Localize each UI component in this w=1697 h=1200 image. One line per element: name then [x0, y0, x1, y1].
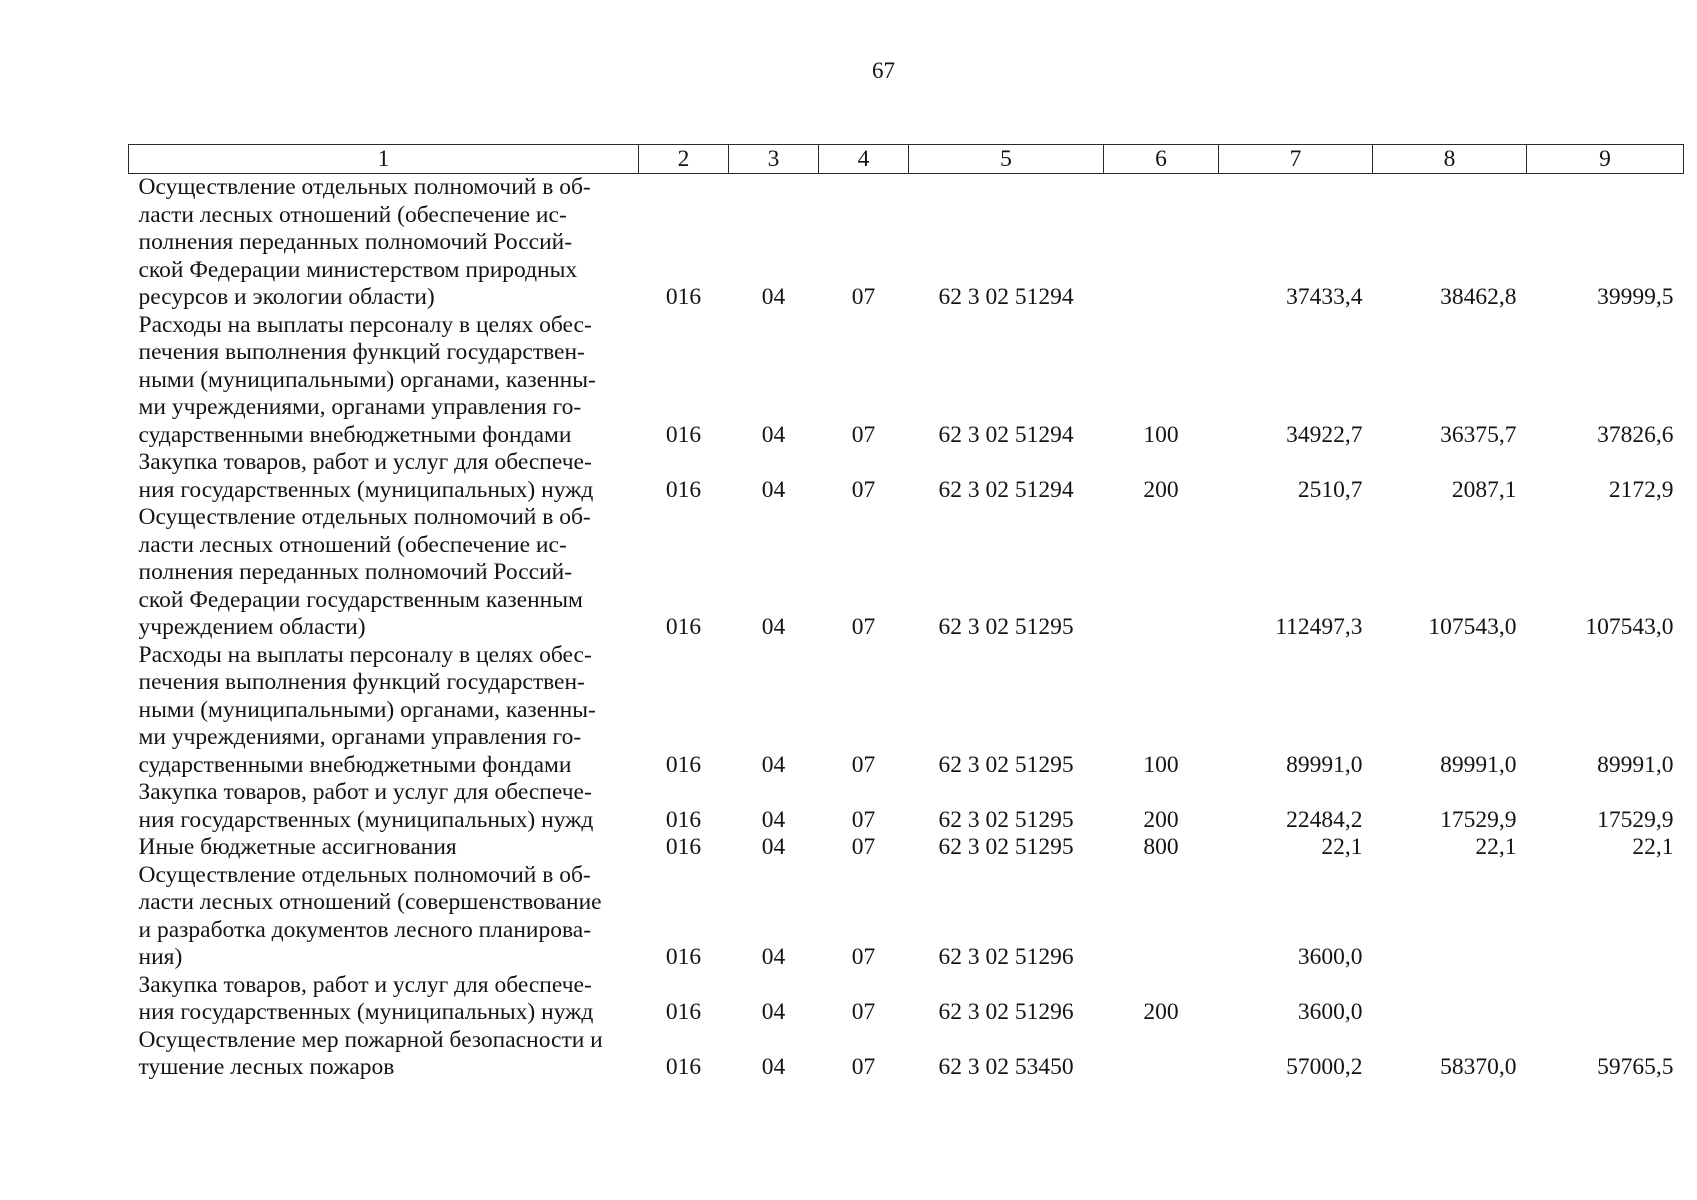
subsection-code: 04 [761, 944, 786, 970]
table-row [129, 862, 1684, 972]
row-description [129, 972, 639, 1027]
section-code: 016 [665, 806, 702, 833]
amount-year-1: 34922,7 [1286, 421, 1363, 448]
amount-year-3: 22,1 [1632, 834, 1674, 860]
section-code: 016 [665, 751, 702, 778]
amount-year-3: 37826,6 [1597, 421, 1674, 448]
target-article-code: 62 3 02 51295 [938, 806, 1074, 833]
table-body [129, 174, 1684, 1082]
header-cell: 1 [129, 145, 639, 174]
table-row [129, 504, 1684, 642]
description-line: тушение лесных пожаров [138, 1054, 395, 1080]
amount-year-3: 59765,5 [1597, 1054, 1674, 1080]
row-description [129, 312, 639, 450]
amount-year-1: 3600,0 [1297, 944, 1363, 970]
description-line: Закупка товаров, работ и услуг для обеспече- [138, 449, 592, 475]
item-code: 07 [851, 476, 876, 503]
header-cell: 6 [1104, 145, 1219, 174]
amount-year-2: 17529,9 [1440, 806, 1517, 833]
description-line: ния) [138, 944, 183, 970]
amount-year-2: 58370,0 [1440, 1054, 1517, 1080]
target-article-code: 62 3 02 51295 [938, 834, 1074, 860]
amount-year-2: 38462,8 [1440, 284, 1517, 310]
description-line: Расходы на выплаты персоналу в целях обес- [138, 311, 592, 338]
amount-year-3: 89991,0 [1597, 751, 1674, 778]
header-cell: 3 [729, 145, 819, 174]
description-line: ской Федерации министерством природных [138, 256, 578, 283]
item-code: 07 [851, 421, 876, 448]
item-code: 07 [851, 999, 876, 1025]
amount-year-3: 17529,9 [1597, 806, 1674, 833]
table-row [129, 449, 1684, 504]
subsection-code: 04 [761, 999, 786, 1025]
section-code: 016 [665, 421, 702, 448]
subsection-code: 04 [761, 834, 786, 860]
description-line: ласти лесных отношений (совершенствование [138, 889, 602, 915]
description-line: полнения переданных полномочий Россий- [138, 229, 573, 255]
amount-year-1: 37433,4 [1286, 284, 1363, 310]
amount-year-3: 39999,5 [1597, 284, 1674, 310]
description-line: полнения переданных полномочий Россий- [138, 559, 573, 585]
item-code: 07 [851, 806, 876, 833]
target-article-code: 62 3 02 51295 [938, 751, 1074, 778]
amount-year-2: 2087,1 [1451, 476, 1517, 503]
description-line: ми учреждениями, органами управления го- [138, 394, 582, 420]
table-row [129, 312, 1684, 450]
section-code: 016 [665, 614, 702, 640]
subsection-code: 04 [761, 1054, 786, 1080]
amount-year-3 [1527, 972, 1684, 1027]
row-description [129, 504, 639, 642]
expense-type-code: 200 [1143, 999, 1179, 1025]
header-cell: 8 [1373, 145, 1527, 174]
target-article-code: 62 3 02 51296 [938, 999, 1074, 1025]
description-line: Осуществление отдельных полномочий в об- [138, 174, 591, 200]
description-line: Закупка товаров, работ и услуг для обеспече- [138, 971, 592, 998]
description-line: ресурсов и экологии области) [138, 284, 435, 310]
expense-type-code: 100 [1143, 421, 1179, 448]
table-row [129, 174, 1684, 312]
header-row [129, 145, 1684, 174]
table-row [129, 1027, 1684, 1082]
expense-type-code: 200 [1143, 806, 1179, 833]
section-code: 016 [665, 834, 702, 860]
expense-type-code: 800 [1143, 834, 1179, 860]
description-line: ными (муниципальными) органами, казенны- [138, 366, 596, 393]
row-description [129, 174, 639, 312]
amount-year-1: 57000,2 [1286, 1054, 1363, 1080]
amount-year-2 [1373, 972, 1527, 1027]
table-row [129, 972, 1684, 1027]
description-line: Осуществление мер пожарной безопасности и [138, 1026, 603, 1053]
target-article-code: 62 3 02 53450 [938, 1054, 1074, 1080]
item-code: 07 [851, 944, 876, 970]
table-row [129, 642, 1684, 780]
description-line: Осуществление отдельных полномочий в об- [138, 504, 591, 530]
description-line: сударственными внебюджетными фондами [138, 751, 572, 778]
item-code: 07 [851, 751, 876, 778]
row-description [129, 834, 639, 862]
description-line: ми учреждениями, органами управления го- [138, 724, 582, 750]
amount-year-2: 22,1 [1475, 834, 1517, 860]
description-line: Иные бюджетные ассигнования [138, 834, 457, 860]
row-description [129, 449, 639, 504]
amount-year-2: 36375,7 [1440, 421, 1517, 448]
table-row [129, 779, 1684, 834]
subsection-code: 04 [761, 614, 786, 640]
expense-type-code: 100 [1143, 751, 1179, 778]
expense-type-code [1104, 174, 1219, 312]
section-code: 016 [665, 1054, 702, 1080]
header-cell: 7 [1219, 145, 1373, 174]
row-description [129, 779, 639, 834]
description-line: ными (муниципальными) органами, казенны- [138, 696, 596, 723]
amount-year-2 [1373, 862, 1527, 972]
description-line: ласти лесных отношений (обеспечение ис- [138, 531, 567, 558]
subsection-code: 04 [761, 284, 786, 310]
expense-type-code [1104, 1027, 1219, 1082]
target-article-code: 62 3 02 51294 [938, 284, 1074, 310]
budget-table [128, 144, 1684, 1082]
section-code: 016 [665, 476, 702, 503]
item-code: 07 [851, 834, 876, 860]
amount-year-1: 22,1 [1321, 834, 1363, 860]
description-line: Осуществление отдельных полномочий в об- [138, 861, 591, 888]
description-line: сударственными внебюджетными фондами [138, 421, 572, 448]
item-code: 07 [851, 284, 876, 310]
description-line: учреждением области) [138, 614, 366, 640]
target-article-code: 62 3 02 51295 [938, 614, 1074, 640]
description-line: ласти лесных отношений (обеспечение ис- [138, 201, 567, 228]
description-line: ской Федерации государственным казенным [138, 586, 583, 613]
description-line: печения выполнения функций государствен- [138, 339, 585, 365]
header-cell: 2 [639, 145, 729, 174]
section-code: 016 [665, 999, 702, 1025]
subsection-code: 04 [761, 806, 786, 833]
expense-type-code: 200 [1143, 476, 1179, 503]
amount-year-1: 3600,0 [1297, 999, 1363, 1025]
description-line: и разработка документов лесного планирова- [138, 916, 592, 943]
target-article-code: 62 3 02 51294 [938, 476, 1074, 503]
target-article-code: 62 3 02 51294 [938, 421, 1074, 448]
amount-year-1: 89991,0 [1286, 751, 1363, 778]
page-number: 67 [872, 58, 895, 83]
expense-type-code [1104, 504, 1219, 642]
amount-year-3: 107543,0 [1585, 614, 1674, 640]
subsection-code: 04 [761, 476, 786, 503]
header-cell: 5 [909, 145, 1104, 174]
row-description [129, 642, 639, 780]
table-row [129, 834, 1684, 862]
subsection-code: 04 [761, 421, 786, 448]
row-description [129, 862, 639, 972]
amount-year-3: 2172,9 [1608, 476, 1674, 503]
target-article-code: 62 3 02 51296 [938, 944, 1074, 970]
description-line: ния государственных (муниципальных) нужд [138, 806, 594, 833]
section-code: 016 [665, 944, 702, 970]
amount-year-1: 22484,2 [1286, 806, 1363, 833]
header-cell: 9 [1527, 145, 1684, 174]
amount-year-2: 107543,0 [1428, 614, 1517, 640]
description-line: Расходы на выплаты персоналу в целях обес- [138, 641, 592, 668]
amount-year-2: 89991,0 [1440, 751, 1517, 778]
amount-year-1: 2510,7 [1297, 476, 1363, 503]
description-line: ния государственных (муниципальных) нужд [138, 476, 594, 503]
header-cell: 4 [819, 145, 909, 174]
description-line: ния государственных (муниципальных) нужд [138, 999, 594, 1025]
expense-type-code [1104, 862, 1219, 972]
description-line: печения выполнения функций государствен- [138, 669, 585, 695]
row-description [129, 1027, 639, 1082]
amount-year-3 [1527, 862, 1684, 972]
section-code: 016 [665, 284, 702, 310]
description-line: Закупка товаров, работ и услуг для обеспече- [138, 779, 592, 805]
item-code: 07 [851, 614, 876, 640]
amount-year-1: 112497,3 [1275, 614, 1363, 640]
item-code: 07 [851, 1054, 876, 1080]
subsection-code: 04 [761, 751, 786, 778]
